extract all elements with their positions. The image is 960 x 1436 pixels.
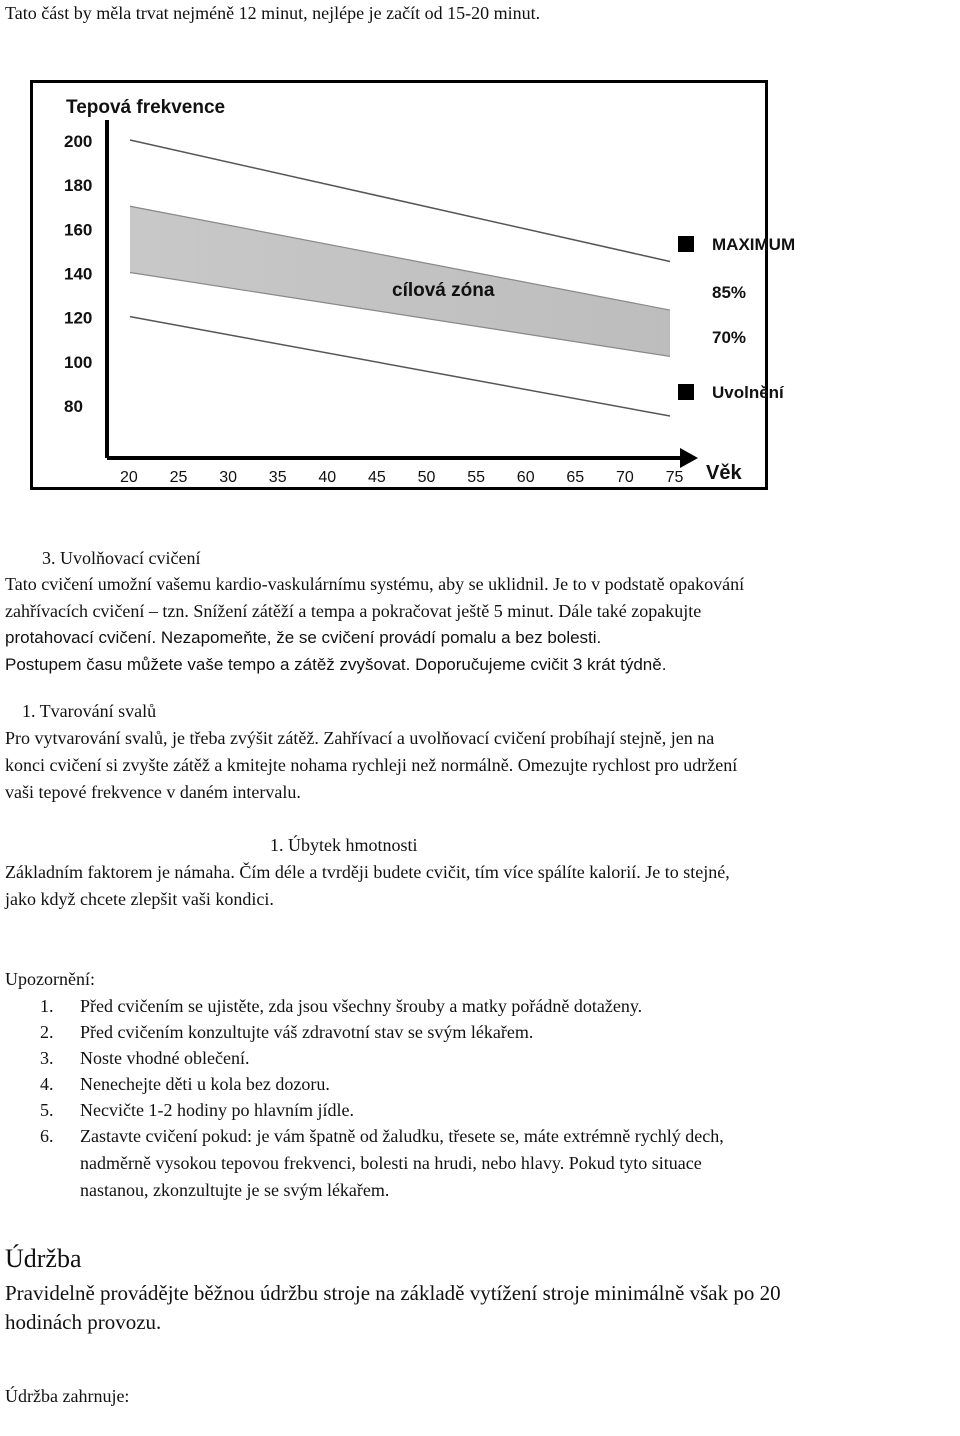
x-tick-label-40: 40 [318,469,337,486]
warning-num-5: 5. [40,1100,54,1120]
maintenance-line-2: hodinách provozu. [5,1310,162,1334]
weight-loss-heading: 1. Úbytek hmotnosti [270,835,418,855]
zone-label: cílová zóna [392,280,495,301]
heart-rate-chart [30,80,796,490]
weight-loss-line-1: Základním faktorem je námaha. Čím déle a tvrději budete cvičit, tím více spálíte kalorií. Je to stejné, [5,862,730,882]
y-tick-label-200: 200 [64,132,93,151]
warning-text-6-line-2: nadměrně vysokou tepovou frekvenci, bolesti na hrudi, nebo hlavy. Pokud tyto situace [80,1153,702,1173]
legend-label-4: Uvolnění [712,383,784,402]
intro-text: Tato část by měla trvat nejméně 12 minut, nejlépe je začít od 15-20 minut. [5,3,541,23]
section-3-heading: 3. Uvolňovací cvičení [42,548,201,568]
warning-text-6-line-1: Zastavte cvičení pokud: je vám špatně od žaludku, třesete se, máte extrémně rychlý dech, [80,1126,724,1146]
warning-text-1: Před cvičením se ujistěte, zda jsou všechny šrouby a matky pořádně dotaženy. [80,996,643,1016]
warning-text-5: Necvičte 1-2 hodiny po hlavním jídle. [80,1100,354,1120]
warning-text-3: Noste vhodné oblečení. [80,1048,250,1068]
x-axis-label: Věk [706,462,742,484]
section-3-line-1: Tato cvičení umožní vašemu kardio-vaskulárnímu systému, aby se uklidnil. Je to v podstatě opakování [5,574,745,594]
y-axis-label: Tepová frekvence [66,97,226,118]
y-tick-label-140: 140 [64,264,93,284]
x-tick-label-20: 20 [120,469,138,486]
legend-marker-1 [678,236,694,252]
y-tick-label-80: 80 [64,397,83,416]
x-tick-label-65: 65 [566,469,585,486]
weight-loss-line-2: jako když chcete zlepšit vaši kondici. [5,889,274,909]
warning-num-3: 3. [40,1048,54,1068]
legend-label-3: 70% [712,328,747,347]
section-3-line-3: protahovací cvičení. Nezapomeňte, že se cvičení provádí pomalu a bez bolesti. [5,628,602,647]
shaping-line-2: konci cvičení si zvyšte zátěž a kmitejte nohama rychleji než normálně. Omezujte rychlost pro udržení [5,755,738,775]
warning-text-2: Před cvičením konzultujte váš zdravotní stav se svým lékařem. [80,1022,534,1042]
warnings-heading: Upozornění: [5,969,95,989]
x-tick-label-50: 50 [417,469,436,486]
y-tick-label-180: 180 [64,176,93,196]
x-tick-label-30: 30 [219,469,237,486]
y-tick-label-100: 100 [64,352,93,372]
warning-num-4: 4. [40,1074,54,1094]
x-tick-label-35: 35 [268,469,287,486]
maintenance-heading: Údržba [5,1244,82,1273]
legend-marker-4 [678,384,694,400]
shaping-heading: 1. Tvarování svalů [22,701,157,721]
warning-num-6: 6. [40,1126,54,1146]
legend-label-2: 85% [712,283,747,302]
warning-text-4: Nenechejte děti u kola bez dozoru. [80,1074,330,1094]
x-tick-label-60: 60 [516,469,535,486]
warning-num-1: 1. [40,996,54,1016]
shaping-line-1: Pro vytvarování svalů, je třeba zvýšit zátěž. Zahřívací a uvolňovací cvičení probíhají stejně, jen na [5,728,715,748]
x-tick-label-75: 75 [665,469,684,486]
warning-text-6-line-3: nastanou, zkonzultujte je se svým lékařem. [80,1180,390,1200]
x-tick-label-25: 25 [169,469,188,486]
x-tick-label-45: 45 [368,469,386,486]
y-tick-label-160: 160 [64,220,93,240]
warning-num-2: 2. [40,1022,54,1042]
y-tick-label-120: 120 [64,308,93,328]
x-tick-label-70: 70 [616,469,634,486]
maintenance-includes: Údržba zahrnuje: [5,1386,130,1406]
shaping-line-3: vaši tepové frekvence v daném intervalu. [5,782,301,802]
section-3-line-4: Postupem času můžete vaše tempo a zátěž zvyšovat. Doporučujeme cvičit 3 krát týdně. [5,655,667,674]
maintenance-line-1: Pravidelně provádějte běžnou údržbu stroje na základě vytížení stroje minimálně však po 20 [5,1281,781,1305]
section-3-line-2: zahřívacích cvičení – tzn. Snížení zátěží a tempa a pokračovat ještě 5 minut. Dále také zopakujte [5,601,702,621]
x-tick-label-55: 55 [467,469,485,486]
legend-label-1: MAXIMUM [712,235,796,254]
